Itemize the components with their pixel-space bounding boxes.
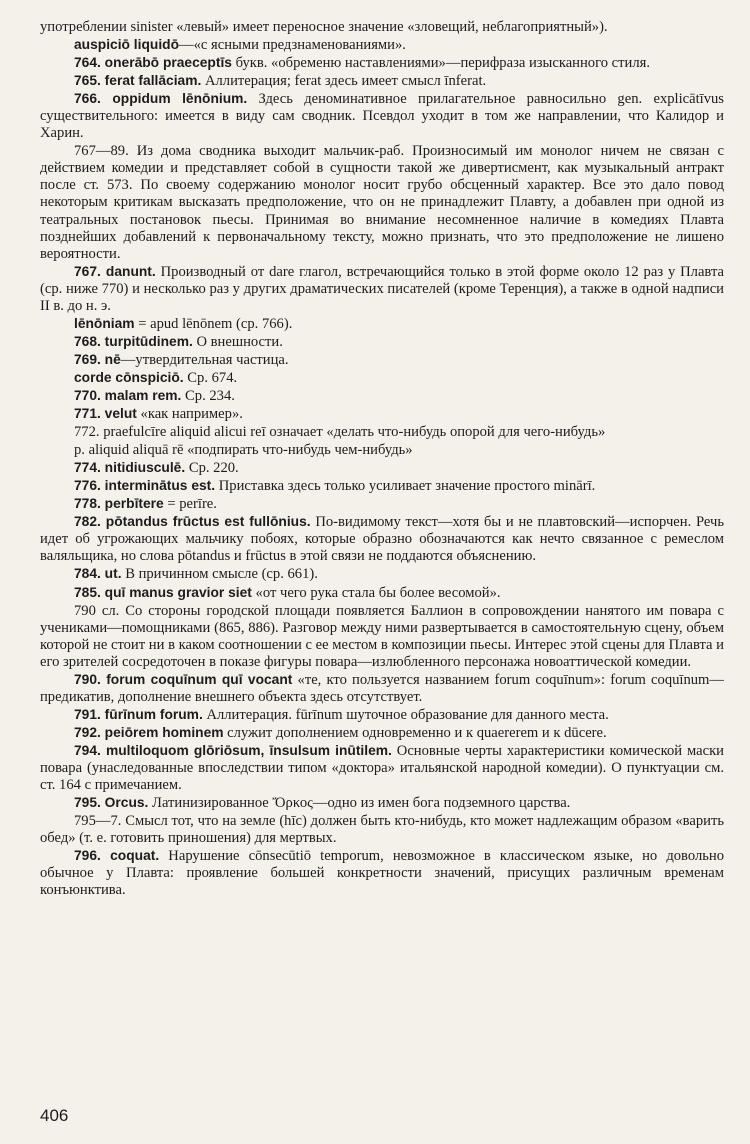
entry-paragraph: [40, 812, 724, 847]
entry-text: —утвердительная частица.: [120, 351, 289, 368]
entry-text: —«с ясными предзнаменованиями».: [179, 37, 406, 54]
entry-text: 767—89. Из дома сводника выходит мальчик-раб. Произносимый им монолог ничем не связан с действием комедии и представляет собой в сущности такой же дивертисмент, как музыкальный антракт после ст. 573. По своему содержанию монолог носит грубо обсценный характер. Все это дало повод некоторым критикам высказать предположение, что он не принадлежит Плавту, а добавлен при одной из театральных постановок пьесы. Принимая во внимание несомненное наличие в комедиях Плавта позднейших добавлений к первоначальному тексту, можно признать, что это предположение не лишено вероятности.: [40, 143, 724, 262]
entry-paragraph: [40, 405, 724, 423]
entry-text: «как например».: [136, 406, 243, 423]
entry-text: Основные черты характеристики комической маски повара (унаследованные впоследствии типом «доктора» итальянской народной комедии). О пунктуации см. ст. 164 с примечанием.: [40, 742, 724, 794]
entry-text: = apud lēnōnem (ср. 766).: [134, 315, 293, 332]
entry-paragraph: [40, 441, 724, 459]
lemma: 782. pōtandus frūctus est fullōnius.: [74, 514, 311, 530]
entry-text: Аллитерация. fūrīnum шуточное образование для данного места.: [202, 706, 609, 723]
entry-text: Ср. 220.: [185, 460, 239, 477]
entry-text: Производный от dare глагол, встречающийся только в этой форме около 12 раз у Плавта (ср. ниже 770) и несколько раз у других драматических писателей (кроме Теренция), а также в одной надписи II в. до н. э.: [40, 263, 724, 314]
lemma: lēnōniam: [74, 315, 135, 331]
lemma: 765. ferat fallāciam.: [74, 73, 202, 89]
lemma: 791. fūrīnum forum.: [74, 706, 203, 722]
entry-text: Латинизированное Ὄρκος—одно из имен бога подземного царства.: [148, 795, 571, 812]
entry-text: служит дополнением одновременно и к quaererem и к dūcere.: [223, 724, 607, 741]
entry-text: По-видимому текст—хотя бы и не плавтовский—испорчен. Речь идет об угрожающих мальчику побоях, которые образно обозначаются как нечто связанное с ремеслом валяльщика, но слова pōtandus и frūctus в этой связи не поддаются объяснению.: [40, 514, 724, 565]
entry-paragraph: [40, 315, 724, 333]
entry-text: «от чего рука стала бы более весомой».: [251, 584, 501, 601]
lemma: 764. onerābō praeceptīs: [74, 55, 232, 71]
entry-paragraph: [40, 602, 724, 671]
lemma: 769. nē: [74, 351, 121, 367]
entry-text: Нарушение cōnsecūtiō temporum, невозможное в классическом языке, но довольно обычное у Плавта: проявление большей конкретности значений, присущих различным временам конъюнктива.: [40, 848, 724, 899]
entry-paragraph: [40, 72, 724, 90]
lemma: corde cōnspiciō.: [74, 369, 184, 385]
lemma: 774. nitidiusculē.: [74, 460, 186, 476]
entry-text: 790 сл. Со стороны городской площади появляется Баллион в сопровождении нанятого им повара с учениками—помощниками (865, 886). Разговор между ними развертывается в самостоятельную сцену, объем которой не стоит ни в каком соотношении с ее местом в композиции пьесы. Интерес этой сцены для Плавта и его зрителей сосредоточен в показе фигуры повара—излюбленного персонажа новоаттической комедии.: [40, 602, 724, 670]
entry-text: Ср. 234.: [181, 387, 235, 404]
entry-text: В причинном смысле (ср. 661).: [121, 566, 318, 583]
entry-text: 772. praefulcīre aliquid alicui reī означает «делать что-нибудь опорой для чего-нибудь»: [74, 424, 606, 441]
lemma: 792. peiōrem hominem: [74, 724, 224, 740]
commentary-text: [40, 18, 724, 899]
lemma: 767. danunt.: [74, 263, 156, 279]
lemma: 795. Orcus.: [74, 795, 149, 811]
lemma: 776. interminātus est.: [74, 478, 216, 494]
entry-text: Аллитерация; ferat здесь имеет смысл īnferat.: [201, 73, 487, 90]
entry-paragraph: [40, 565, 724, 583]
entry-paragraph: [40, 142, 724, 262]
entry-text: p. aliquid aliquā rē «подпирать что-нибудь чем-нибудь»: [74, 442, 413, 459]
entry-text: = perīre.: [163, 496, 217, 513]
entry-paragraph: [40, 671, 724, 706]
lemma: 790. forum coquīnum quī vocant: [74, 671, 293, 687]
lemma: 766. oppidum lēnōnium.: [74, 91, 248, 107]
entry-text: букв. «обременю наставлениями»—перифраза изысканного стиля.: [231, 55, 650, 72]
page-number: 406: [40, 1106, 69, 1125]
lemma: 784. ut.: [74, 566, 122, 582]
entry-text: 795—7. Смысл тот, что на земле (hīc) должен быть кто-нибудь, кто может надлежащим образом «варить обед» (т. е. готовить приношения) для мертвых.: [40, 813, 724, 847]
entry-paragraph: [40, 847, 724, 899]
entry-paragraph: [40, 18, 724, 36]
entry-paragraph: [40, 584, 724, 602]
entry-text: «те, кто пользуется названием forum coquīnum»: forum coquīnum—предикатив, дополнение внешнего объекта здесь отсутствует.: [40, 671, 725, 705]
entry-paragraph: [40, 794, 724, 812]
entry-text: О внешности.: [192, 333, 283, 350]
entry-paragraph: [40, 513, 724, 565]
entry-paragraph: [40, 369, 724, 387]
entry-paragraph: [40, 333, 724, 351]
lemma: 771. velut: [74, 406, 137, 422]
entry-paragraph: [40, 263, 724, 315]
entry-paragraph: [40, 423, 724, 441]
entry-paragraph: [40, 36, 724, 54]
entry-paragraph: [40, 351, 724, 369]
entry-text: Приставка здесь только усиливает значение простого minārī.: [215, 478, 596, 495]
lemma: 785. quī manus gravior siet: [74, 584, 252, 600]
entry-text: употреблении sinister «левый» имеет переносное значение «зловещий, неблагоприятный»).: [40, 19, 608, 35]
entry-paragraph: [40, 742, 724, 794]
entry-paragraph: [40, 724, 724, 742]
lemma: auspiciō liquidō: [74, 37, 180, 53]
entry-paragraph: [40, 706, 724, 724]
entry-paragraph: [40, 90, 724, 142]
entry-paragraph: [40, 477, 724, 495]
entry-text: Ср. 674.: [183, 369, 238, 386]
entry-paragraph: [40, 54, 724, 72]
entry-paragraph: [40, 495, 724, 513]
lemma: 768. turpitūdinem.: [74, 333, 193, 349]
lemma: 778. perbītere: [74, 496, 164, 512]
entry-paragraph: [40, 387, 724, 405]
lemma: 794. multiloquom glōriōsum, īnsulsum inūtilem.: [74, 742, 392, 758]
lemma: 770. malam rem.: [74, 387, 182, 403]
entry-text: Здесь деноминативное прилагательное равносильно gen. explicātīvus существительного: имеется в виду сам сводник. Псевдол уходит в том же направлении, что Калидор и Харин.: [40, 91, 724, 142]
lemma: 796. coquat.: [74, 848, 160, 864]
entry-paragraph: [40, 459, 724, 477]
